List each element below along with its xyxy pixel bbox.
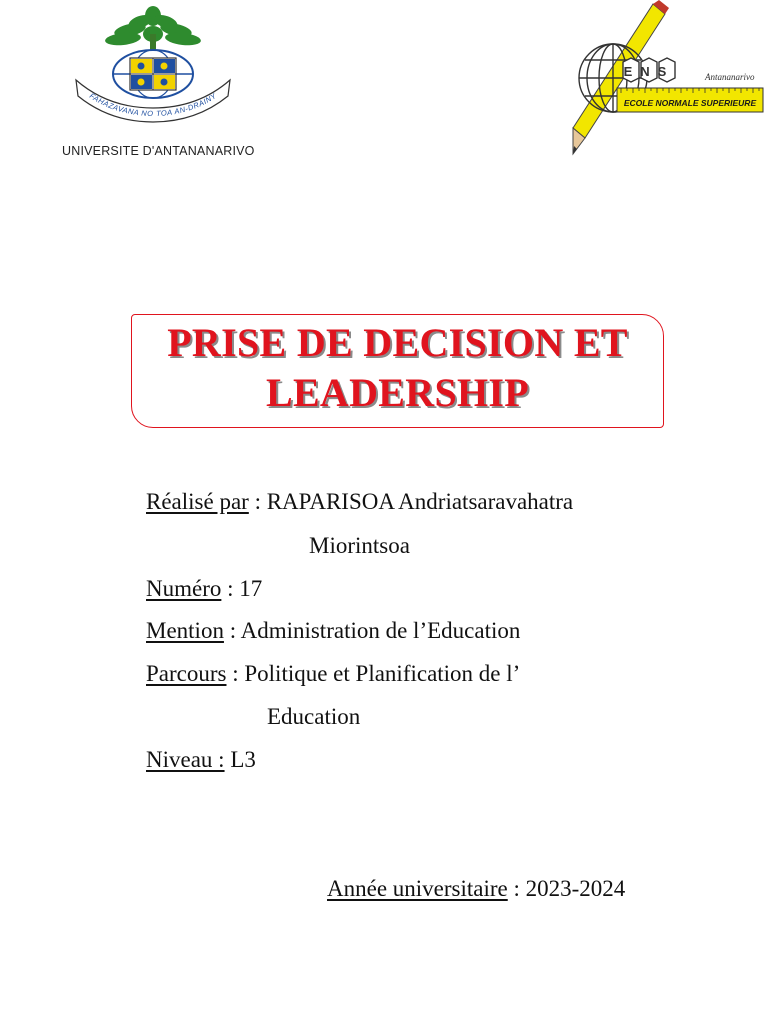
title-line-1: PRISE DE DECISION ET — [167, 320, 628, 365]
number-row — [146, 574, 262, 604]
level-label: Niveau : — [146, 747, 225, 772]
ens-name: ECOLE NORMALE SUPERIEURE — [623, 98, 757, 108]
ens-acronym: ENS — [623, 64, 675, 79]
academic-year-separator: : — [507, 876, 526, 901]
university-logo — [68, 4, 238, 132]
academic-year-value: 2023-2024 — [525, 876, 626, 901]
ruler-banner — [617, 88, 763, 112]
author-value: RAPARISOA Andriatsaravahatra — [266, 489, 574, 514]
author-label: Réalisé par — [146, 489, 249, 514]
level-value: L3 — [230, 747, 256, 772]
university-caption: UNIVERSITE D'ANTANANARIVO — [62, 144, 255, 158]
mention-separator: : — [223, 618, 241, 643]
level-row — [146, 745, 256, 775]
shield-icon — [113, 50, 193, 98]
track-label: Parcours — [146, 661, 227, 686]
ens-city: Antananarivo — [705, 72, 755, 82]
title-box — [131, 314, 664, 428]
track-separator: : — [226, 661, 245, 686]
author-row — [146, 487, 573, 517]
track-row — [146, 659, 520, 689]
mention-row — [146, 616, 520, 646]
mention-label: Mention — [146, 618, 224, 643]
academic-year-label: Année universitaire — [327, 876, 508, 901]
track-value-continuation: Education — [267, 704, 361, 729]
academic-year-row — [327, 874, 625, 904]
ens-logo — [565, 0, 768, 160]
number-label: Numéro — [146, 576, 222, 601]
mention-value: Administration de l’Education — [240, 618, 521, 643]
university-motto: FAHAZAVANA NO TOA AN-DRAINY — [87, 91, 219, 119]
author-value-continuation: Miorintsoa — [309, 533, 410, 558]
number-separator: : — [221, 576, 240, 601]
title-line-2: LEADERSHIP — [265, 370, 530, 415]
number-value: 17 — [239, 576, 263, 601]
track-value: Politique et Planification de l’ — [244, 661, 521, 686]
author-separator: : — [248, 489, 267, 514]
